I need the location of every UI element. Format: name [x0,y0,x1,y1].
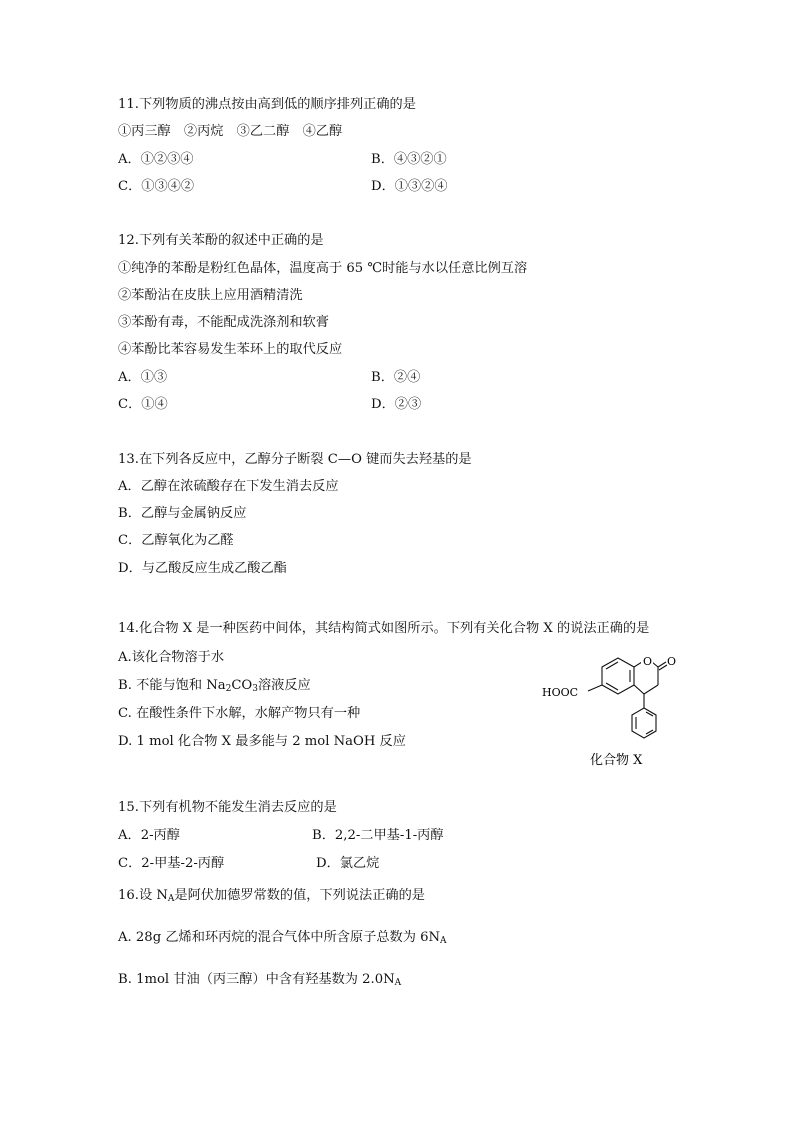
q16-option-b-sub: A [394,978,402,988]
ring-ch-bond [644,685,658,694]
cooh-bond [588,685,602,691]
carbonyl-oxygen-label: O [667,655,677,668]
q11-option-a: A．①②③④ [118,152,194,167]
q14-option-b-pre: B. 不能与饱和 Na [118,678,226,693]
q12-statement-3: ③苯酚有毒，不能配成洗涤剂和软膏 [118,315,329,330]
q12-option-c: C．①④ [118,397,168,412]
q14-option-a: A.该化合物溶于水 [118,650,225,665]
q15-stem: 15.下列有机物不能发生消去反应的是 [118,800,337,815]
q16-stem [118,887,425,905]
q12-statement-1: ①纯净的苯酚是粉红色晶体，温度高于 65 ℃时能与水以任意比例互溶 [118,261,528,276]
compound-x-svg [540,652,680,772]
q12-statement-2: ②苯酚沾在皮肤上应用酒精清洗 [118,288,303,303]
q16-stem-pre: 16.设 N [118,888,168,903]
q16-option-a-text: A. 28g 乙烯和环丙烷的混合气体中所含原子总数为 6N [118,930,441,945]
q11-option-d: D．①③②④ [371,179,448,194]
q14-option-b-sub1: 2 [225,684,232,694]
benzene-double-bond-1 [606,662,618,669]
q14-option-b-mid: CO [231,678,253,693]
figure-caption: 化合物 X [590,753,643,768]
fused-benzene-ring [602,658,634,694]
q13-option-a: A．乙醇在浓硫酸存在下发生消去反应 [118,479,339,494]
q16-stem-post: 是阿伏加德罗常数的值，下列说法正确的是 [174,888,425,903]
ring-fusion-bond [634,685,644,694]
q12-statement-4: ④苯酚比苯容易发生苯环上的取代反应 [118,342,343,357]
q12-option-b: B．②④ [371,370,421,385]
q16-option-b-text: B. 1mol 甘油（丙三醇）中含有羟基数为 2.0N [118,972,395,987]
q13-option-d: D．与乙酸反应生成乙酸乙酯 [118,561,287,576]
q14-stem: 14.化合物 X 是一种医药中间体，其结构简式如图所示。下列有关化合物 X 的说法正确的是 [118,621,650,636]
cooh-group-label: HOOC [542,686,579,699]
q14-option-b [118,677,311,695]
q13-stem: 13.在下列各反应中，乙醇分子断裂 C—O 键而失去羟基的是 [118,452,472,467]
q15-option-d: D．氯乙烷 [316,856,380,871]
q14-option-c: C. 在酸性条件下水解，水解产物只有一种 [118,706,361,721]
q11-option-c: C．①③④② [118,179,195,194]
q12-option-d: D．②③ [371,397,422,412]
benzene-double-bond-3 [606,683,618,690]
q11-option-b: B．④③②① [371,152,447,167]
q15-option-c: C．2-甲基-2-丙醇 [118,856,225,871]
q13-option-b: B．乙醇与金属钠反应 [118,506,247,521]
q14-option-b-sub2: 3 [252,684,258,694]
q13-option-c: C．乙醇氧化为乙醛 [118,533,234,548]
ring-o-bond-left [634,662,642,667]
q15-option-a: A．2-丙醇 [118,828,180,843]
q15-option-b: B．2,2-二甲基-1-丙醇 [312,828,444,843]
q16-option-b [118,971,401,989]
q16-option-a [118,929,447,947]
q12-option-a: A．①③ [118,370,168,385]
q16-option-a-sub: A [440,936,447,946]
q12-stem: 12.下列有关苯酚的叙述中正确的是 [118,233,324,248]
ring-oxygen-label: O [643,655,653,668]
q16-stem-sub: A [167,894,175,904]
q11-stem: 11.下列物质的沸点按由高到低的顺序排列正确的是 [118,97,416,112]
q14-option-b-post: 溶液反应 [257,678,311,693]
q11-items: ①丙三醇 ②丙烷 ③乙二醇 ④乙醇 [118,124,343,139]
q14-option-d: D. 1 mol 化合物 X 最多能与 2 mol NaOH 反应 [118,734,406,749]
compound-x-structure [540,652,680,772]
